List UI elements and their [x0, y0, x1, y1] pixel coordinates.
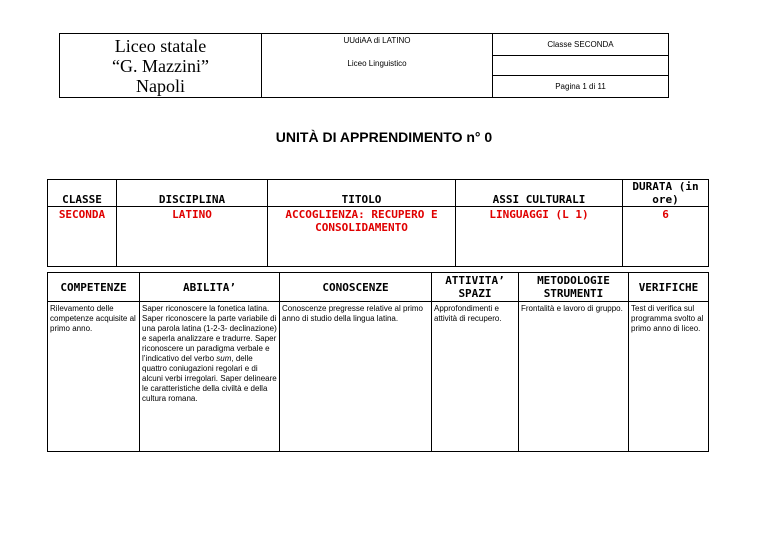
- value-disciplina: LATINO: [117, 207, 268, 267]
- abilita-text-part1: Saper riconoscere la fonetica latina. Saper riconoscere la parte variabile di una parola latina (1-2-3- declinazione) e saperla analizzare e tradurre. Saper riconoscere un paradigma verbale e l’indicativo del verbo: [142, 304, 277, 363]
- page-label: Pagina 1 di 11: [493, 75, 669, 97]
- cell-attivita: Approfondimenti e attività di recupero.: [432, 302, 519, 452]
- col-header-verifiche: VERIFICHE: [629, 273, 709, 302]
- col-header-conoscenze: CONOSCENZE: [280, 273, 432, 302]
- cell-abilita: [140, 302, 280, 452]
- col-header-abilita: ABILITA’: [140, 273, 280, 302]
- value-durata: 6: [623, 207, 709, 267]
- cell-competenze: Rilevamento delle competenze acquisite al primo anno.: [48, 302, 140, 452]
- cell-conoscenze: Conoscenze pregresse relative al primo anno di studio della lingua latina.: [280, 302, 432, 452]
- abilita-text-part2: , delle quattro coniugazioni regolari e di alcuni verbi irregolari. Saper delineare le caratteristiche della civiltà e della cultura romana.: [142, 354, 277, 403]
- col-header-metodologie: METODOLOGIE STRUMENTI: [519, 273, 629, 302]
- unit-label: UUdiAA di LATINO: [343, 36, 411, 45]
- abilita-text-italic: sum: [216, 354, 232, 363]
- course-label: Liceo Linguistico: [347, 59, 407, 68]
- col-header-classe: CLASSE: [48, 180, 117, 207]
- col-header-competenze: COMPETENZE: [48, 273, 140, 302]
- school-city: Napoli: [136, 75, 185, 96]
- course-cell: [262, 34, 493, 98]
- value-classe: SECONDA: [48, 207, 117, 267]
- learning-unit-table: [47, 272, 709, 452]
- col-header-assi: ASSI CULTURALI: [456, 180, 623, 207]
- cell-verifiche: Test di verifica sul programma svolto al primo anno di liceo.: [629, 302, 709, 452]
- col-header-titolo: TITOLO: [268, 180, 456, 207]
- header-empty-cell: [493, 56, 669, 75]
- col-header-disciplina: DISCIPLINA: [117, 180, 268, 207]
- unit-summary-table: [47, 179, 709, 267]
- value-titolo: ACCOGLIENZA: RECUPERO E CONSOLIDAMENTO: [268, 207, 456, 267]
- cell-metodologie: Frontalità e lavoro di gruppo.: [519, 302, 629, 452]
- page-title: UNITÀ DI APPRENDIMENTO n° 0: [275, 129, 493, 145]
- col-header-durata: DURATA (in ore): [623, 180, 709, 207]
- document-header: [59, 33, 669, 98]
- school-cell: [60, 34, 262, 98]
- school-name-line2: “G. Mazzini”: [112, 55, 209, 76]
- col-header-attivita: ATTIVITA’ SPAZI: [432, 273, 519, 302]
- class-label: Classe SECONDA: [493, 34, 669, 56]
- value-assi: LINGUAGGI (L 1): [456, 207, 623, 267]
- school-name-line1: Liceo statale: [114, 35, 207, 56]
